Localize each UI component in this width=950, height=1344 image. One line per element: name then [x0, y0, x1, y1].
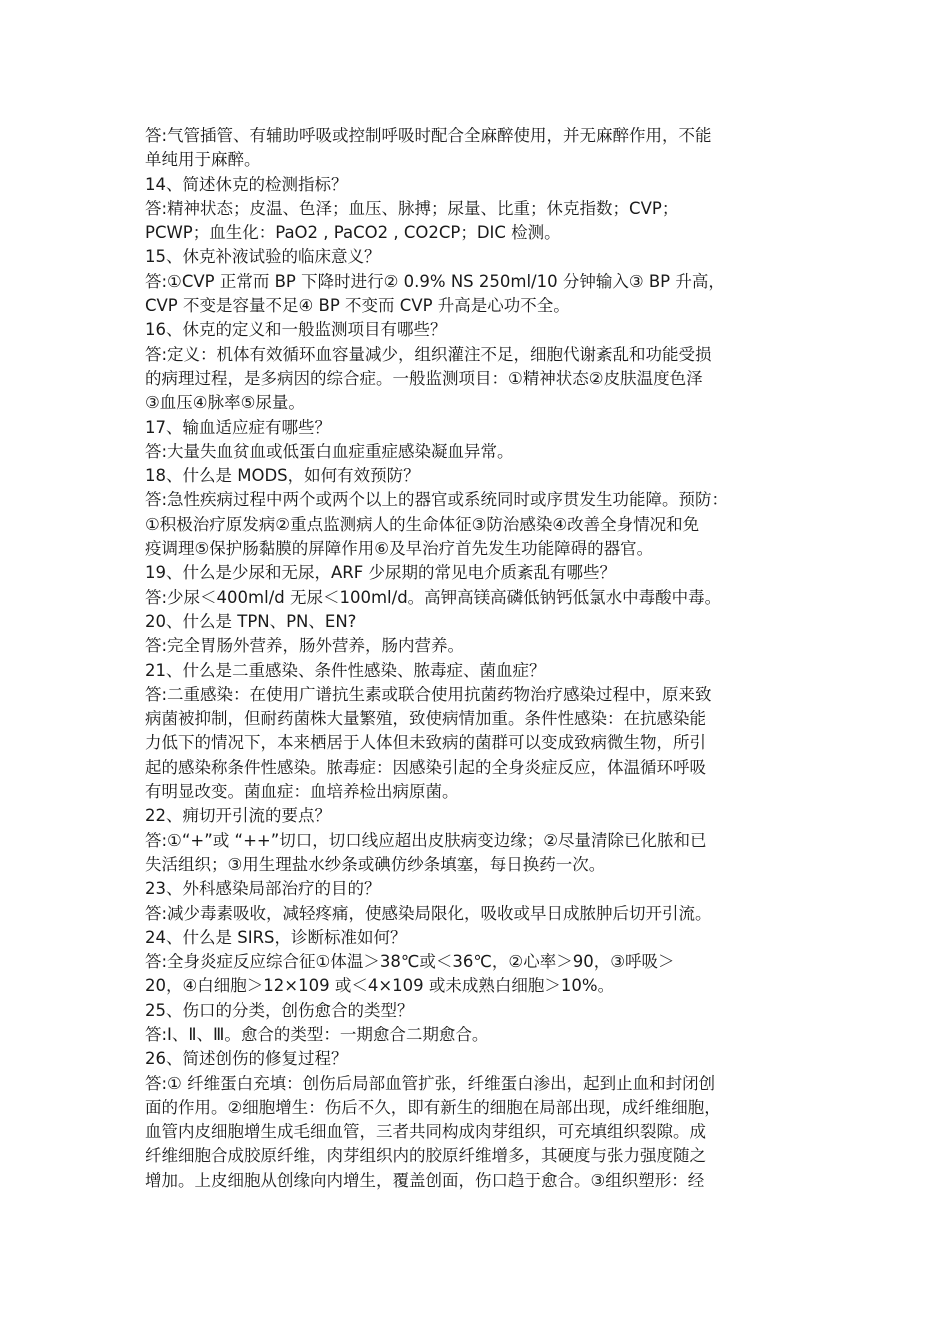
text-line: 答:二重感染：在使用广谱抗生素或联合使用抗菌药物治疗感染过程中，原来致 [145, 684, 712, 704]
text-line: 答:气管插管、有辅助呼吸或控制呼吸时配合全麻醉使用，并无麻醉作用，不能 [145, 126, 712, 145]
text-line: 失活组织；③用生理盐水纱条或碘仿纱条填塞，每日换药一次。 [145, 854, 606, 874]
text-line: 答:急性疾病过程中两个或两个以上的器官或系统同时或序贯发生功能障。预防： [145, 490, 729, 510]
text-line: 面的作用。②细胞增生：伤后不久，即有新生的细胞在局部出现，成纤维细胞， [145, 1097, 721, 1117]
text-line: 答:定义：机体有效循环血容量减少，组织灌注不足，细胞代谢紊乱和功能受损 [145, 344, 712, 364]
question-heading: 15、休克补液试验的临床意义？ [145, 247, 381, 267]
text-line: 的病理过程，是多病因的综合症。一般监测项目：①精神状态②皮肤温度色泽 [145, 368, 703, 388]
text-line: 答:完全胃肠外营养，肠外营养，肠内营养。 [145, 636, 465, 656]
text-line: 答:少尿＜400ml/d 无尿＜100ml/d。高钾高镁高磷低钠钙低氯水中毒酸中毒。 [145, 587, 722, 607]
text-line: 疫调理⑤保护肠黏膜的屏障作用⑥及早治疗首先发生功能障碍的器官。 [145, 539, 654, 559]
question-heading: 26、简述创伤的修复过程？ [145, 1049, 348, 1069]
question-heading: 16、休克的定义和一般监测项目有哪些？ [145, 320, 447, 340]
text-line: 起的感染称条件性感染。脓毒症：因感染引起的全身炎症反应，体温循环呼吸 [145, 757, 706, 777]
text-line: 答:精神状态；皮温、色泽；血压、脉搏；尿量、比重；休克指数；CVP； [145, 198, 679, 218]
question-heading: 17、输血适应症有哪些？ [145, 417, 331, 437]
question-heading: 20、什么是 TPN、PN、EN? [145, 611, 357, 631]
text-line: 力低下的情况下，本来栖居于人体但未致病的菌群可以变成致病微生物，所引 [145, 733, 706, 753]
question-heading: 24、什么是 SIRS，诊断标准如何？ [145, 927, 407, 947]
text-line: 答:① 纤维蛋白充填：创伤后局部血管扩张，纤维蛋白渗出，起到止血和封闭创 [145, 1073, 716, 1093]
question-heading: 25、伤口的分类，创伤愈合的类型？ [145, 1000, 414, 1020]
text-line: ①积极治疗原发病②重点监测病人的生命体征③防治感染④改善全身情况和免 [145, 514, 700, 534]
text-line: PCWP；血生化：PaO2 , PaCO2 , CO2CP；DIC 检测。 [145, 223, 561, 243]
question-heading: 22、痈切开引流的要点？ [145, 806, 331, 826]
text-line: 单纯用于麻醉。 [145, 150, 261, 170]
question-heading: 18、什么是 MODS，如何有效预防？ [145, 466, 420, 486]
text-line: 纤维细胞合成胶原纤维，肉芽组织内的胶原纤维增多，其硬度与张力强度随之 [145, 1146, 706, 1166]
text-line: 答:Ⅰ、Ⅱ、Ⅲ。愈合的类型：一期愈合二期愈合。 [145, 1024, 489, 1044]
text-line: 增加。上皮细胞从创缘向内增生，覆盖创面，伤口趋于愈合。③组织塑形：经 [145, 1170, 705, 1190]
text-line: CVP 不变是容量不足④ BP 不变而 CVP 升高是心功不全。 [145, 296, 570, 316]
text-line: 血管内皮细胞增生成毛细血管，三者共同构成肉芽组织，可充填组织裂隙。成 [145, 1122, 706, 1142]
text-line: 答:①“+”或 “++”切口，切口线应超出皮肤病变边缘；②尽量清除已化脓和已 [145, 830, 707, 850]
text-line: 答:大量失血贫血或低蛋白血症重症感染凝血异常。 [145, 441, 514, 461]
question-heading: 19、什么是少尿和无尿，ARF 少尿期的常见电介质紊乱有哪些？ [145, 563, 616, 583]
text-line: 有明显改变。菌血症：血培养检出病原菌。 [145, 782, 459, 802]
text-line: 答:全身炎症反应综合征①体温＞38℃或＜36℃，②心率＞90，③呼吸＞ [145, 952, 675, 972]
question-heading: 21、什么是二重感染、条件性感染、脓毒症、菌血症？ [145, 660, 546, 680]
text-line: 答:①CVP 正常而 BP 下降时进行② 0.9% NS 250ml/10 分钟输入③ BP 升高， [145, 271, 725, 291]
question-heading: 23、外科感染局部治疗的目的？ [145, 879, 381, 899]
text-line: 20，④白细胞＞12×109 或＜4×109 或未成熟白细胞＞10%。 [145, 976, 615, 996]
document-body [145, 124, 813, 1193]
text-line: 病菌被抑制，但耐药菌株大量繁殖，致使病情加重。条件性感染：在抗感染能 [145, 709, 706, 729]
text-line: ③血压④脉率⑤尿量。 [145, 393, 305, 413]
question-heading: 14、简述休克的检测指标？ [145, 174, 348, 194]
text-line: 答:减少毒素吸收，减轻疼痛，使感染局限化，吸收或早日成脓肿后切开引流。 [145, 903, 712, 923]
